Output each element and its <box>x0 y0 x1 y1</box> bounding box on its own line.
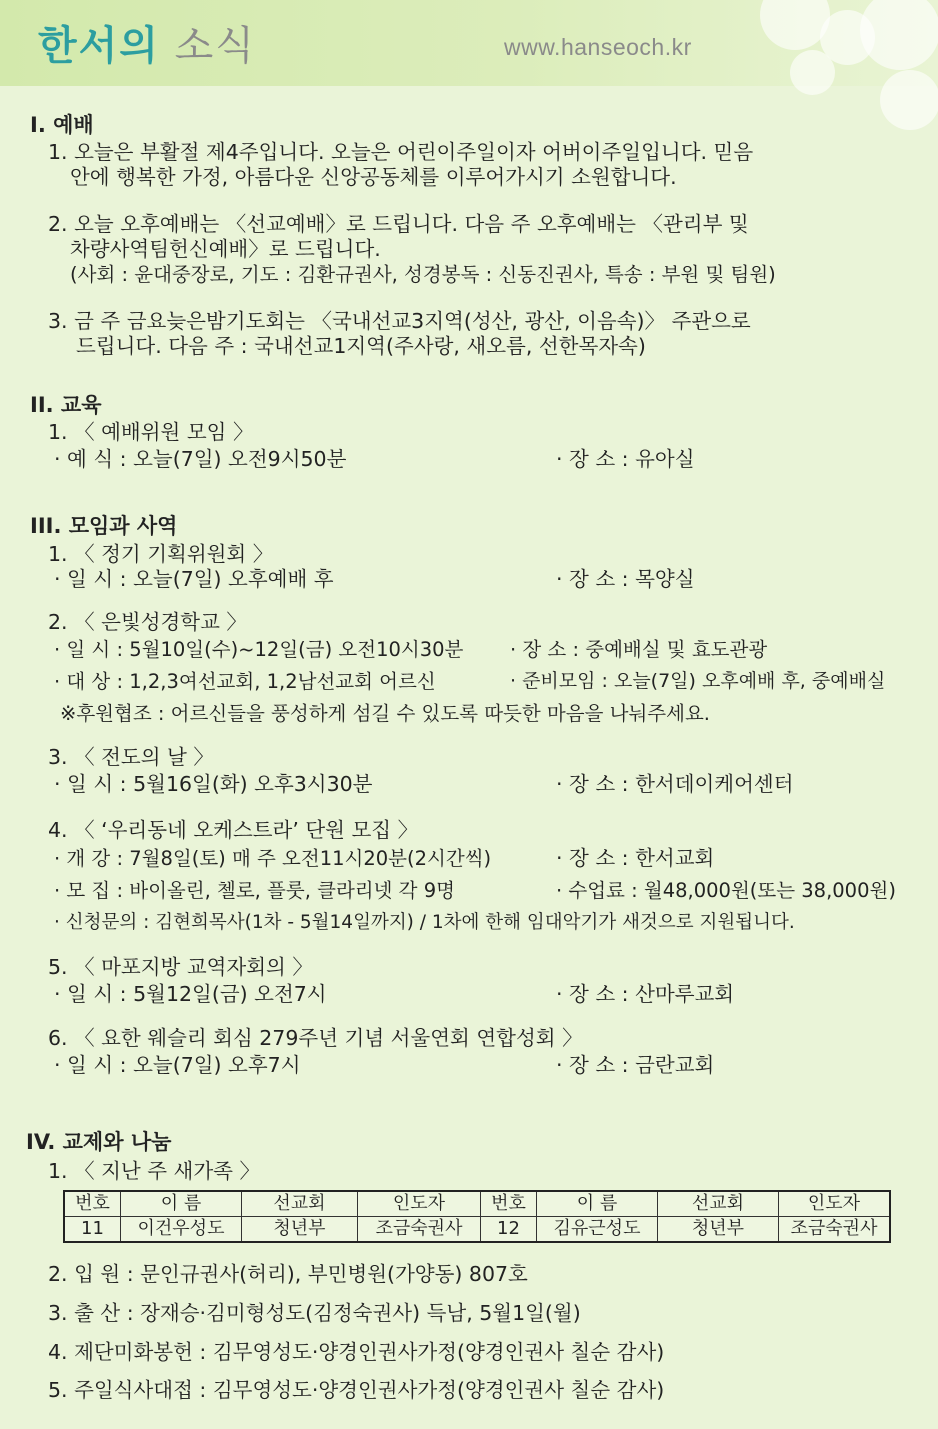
table-cell: 12 <box>481 1217 537 1243</box>
table-header-cell: 이 름 <box>537 1191 658 1217</box>
new-family-table <box>63 1190 891 1243</box>
meeting3-title: 3. 〈 전도의 날 〉 <box>48 745 214 769</box>
table-cell: 11 <box>64 1217 121 1243</box>
table-cell: 청년부 <box>242 1217 358 1243</box>
education-item1-title: 1. 〈 예배위원 모임 〉 <box>48 420 254 444</box>
table-header-cell: 인도자 <box>779 1191 891 1217</box>
fellowship-item1-title: 1. 〈 지난 주 새가족 〉 <box>48 1159 260 1183</box>
worship-item3-line1: 3. 금 주 금요늦은밤기도회는 〈국내선교3지역(성산, 광산, 이음속)〉 주관으로 <box>48 309 751 333</box>
fellowship-item2: 2. 입 원 : 문인규권사(허리), 부민병원(가양동) 807호 <box>48 1262 528 1286</box>
meeting6-place: · 장 소 : 금란교회 <box>556 1053 715 1077</box>
table-header-cell: 이 름 <box>121 1191 242 1217</box>
meeting2-place: · 장 소 : 중예배실 및 효도관광 <box>510 638 768 661</box>
meeting3-place: · 장 소 : 한서데이케어센터 <box>556 772 794 796</box>
meeting1-time: · 일 시 : 오늘(7일) 오후예배 후 <box>54 567 334 591</box>
meeting5-time: · 일 시 : 5월12일(금) 오전7시 <box>54 982 327 1006</box>
worship-item1-line2: 안에 행복한 가정, 아름다운 신앙공동체를 이루어가시기 소원합니다. <box>70 165 677 189</box>
meeting2-time: · 일 시 : 5월10일(수)~12일(금) 오전10시30분 <box>54 638 464 661</box>
table-header-cell: 번호 <box>64 1191 121 1217</box>
fellowship-item3: 3. 출 산 : 장재승·김미형성도(김정숙권사) 득남, 5월1일(월) <box>48 1301 581 1325</box>
meeting2-title: 2. 〈 은빛성경학교 〉 <box>48 610 247 634</box>
meeting5-title: 5. 〈 마포지방 교역자회의 〉 <box>48 955 313 979</box>
title-part1: 한서의 <box>38 22 160 69</box>
meeting4-fee: · 수업료 : 월48,000원(또는 38,000원) <box>556 879 896 902</box>
table-cell: 조금숙권사 <box>779 1217 891 1243</box>
meeting4-place: · 장 소 : 한서교회 <box>556 846 715 870</box>
meeting4-inquiry: · 신청문의 : 김현희목사(1차 - 5월14일까지) / 1차에 한해 임대악기가 새것으로 지원됩니다. <box>54 912 795 933</box>
table-cell: 조금숙권사 <box>358 1217 481 1243</box>
meeting4-recruit: · 모 집 : 바이올린, 첼로, 플룻, 클라리넷 각 9명 <box>54 879 455 902</box>
education-item1-place: · 장 소 : 유아실 <box>556 447 695 471</box>
worship-item1-line1: 1. 오늘은 부활절 제4주입니다. 오늘은 어린이주일이자 어버이주일입니다. 믿음 <box>48 140 754 164</box>
meeting3-time: · 일 시 : 5월16일(화) 오후3시30분 <box>54 772 373 796</box>
section-heading-fellowship: IV. 교제와 나눔 <box>26 1130 172 1154</box>
table-header-cell: 인도자 <box>358 1191 481 1217</box>
table-cell: 청년부 <box>658 1217 779 1243</box>
title-part2: 소식 <box>159 23 256 69</box>
meeting2-prep: · 준비모임 : 오늘(7일) 오후예배 후, 중예배실 <box>510 670 886 692</box>
table-row <box>64 1217 890 1243</box>
meeting1-title: 1. 〈 정기 기획위원회 〉 <box>48 542 274 566</box>
meeting6-time: · 일 시 : 오늘(7일) 오후7시 <box>54 1053 301 1077</box>
meeting2-note: ※후원협조 : 어르신들을 풍성하게 섬길 수 있도록 따듯한 마음을 나눠주세요. <box>60 702 711 725</box>
meeting4-start: · 개 강 : 7월8일(토) 매 주 오전11시20분(2시간씩) <box>54 847 492 870</box>
fellowship-item4: 4. 제단미화봉헌 : 김무영성도·양경인권사가정(양경인권사 칠순 감사) <box>48 1340 665 1364</box>
worship-item2-line2: 차량사역팀헌신예배〉로 드립니다. <box>70 237 381 261</box>
worship-item2-line3: (사회 : 윤대중장로, 기도 : 김환규권사, 성경봉독 : 신동진권사, 특송 : 부원 및 팀원) <box>70 263 776 286</box>
table-header-cell: 번호 <box>481 1191 537 1217</box>
meeting6-title: 6. 〈 요한 웨슬리 회심 279주년 기념 서울연회 연합성회 〉 <box>48 1026 583 1050</box>
fellowship-item5: 5. 주일식사대접 : 김무영성도·양경인권사가정(양경인권사 칠순 감사) <box>48 1378 665 1402</box>
section-heading-education: II. 교육 <box>30 393 102 417</box>
meeting4-title: 4. 〈 ‘우리동네 오케스트라’ 단원 모집 〉 <box>48 818 419 842</box>
table-header-cell: 선교회 <box>658 1191 779 1217</box>
meeting5-place: · 장 소 : 산마루교회 <box>556 982 735 1006</box>
table-cell: 이건우성도 <box>121 1217 242 1243</box>
education-item1-time: · 예 식 : 오늘(7일) 오전9시50분 <box>54 447 347 471</box>
section-heading-meetings: III. 모임과 사역 <box>30 514 178 538</box>
worship-item2-line1: 2. 오늘 오후예배는 〈선교예배〉로 드립니다. 다음 주 오후예배는 〈관리부 및 <box>48 212 749 236</box>
worship-item3-line2: 드립니다. 다음 주 : 국내선교1지역(주사랑, 새오름, 선한목자속) <box>76 334 646 358</box>
section-heading-worship: I. 예배 <box>30 113 94 137</box>
table-header-row <box>64 1191 890 1217</box>
website-url[interactable]: www.hanseoch.kr <box>504 34 692 60</box>
table-cell: 김유근성도 <box>537 1217 658 1243</box>
meeting2-target: · 대 상 : 1,2,3여선교회, 1,2남선교회 어르신 <box>54 670 436 693</box>
meeting1-place: · 장 소 : 목양실 <box>556 567 695 591</box>
table-header-cell: 선교회 <box>242 1191 358 1217</box>
